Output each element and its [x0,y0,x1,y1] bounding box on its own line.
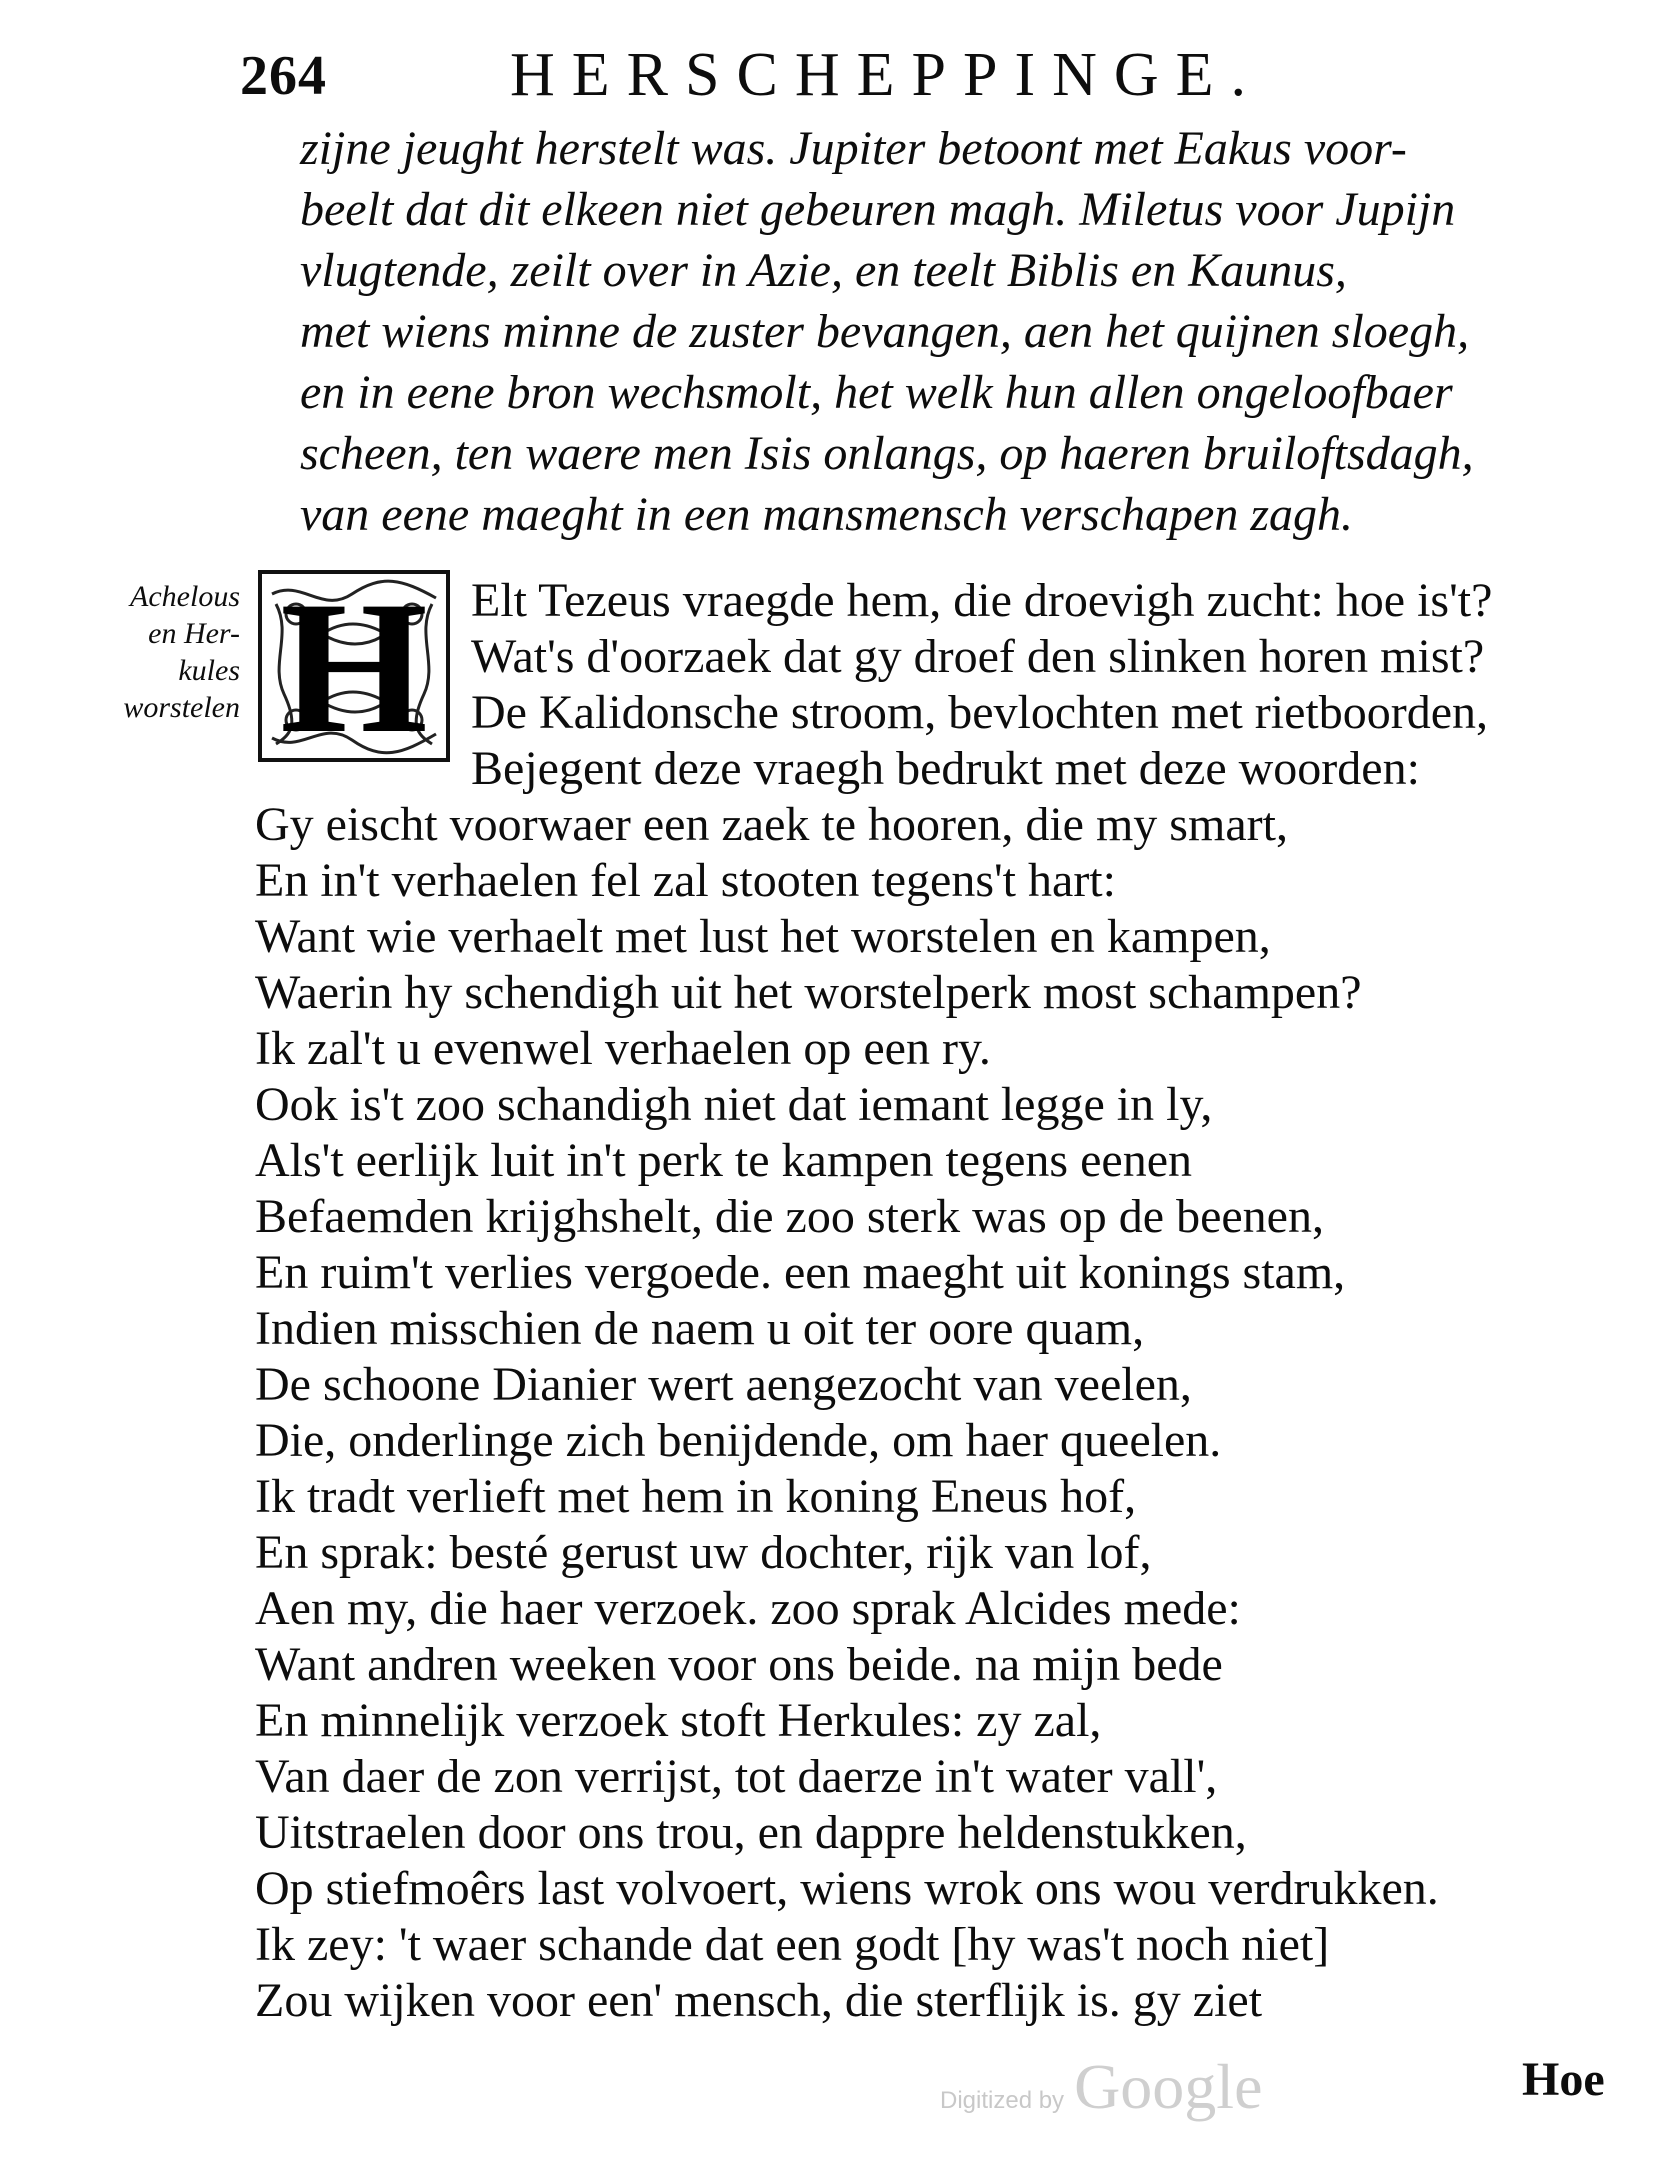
summary-line: en in eene bron wechsmolt, het welk hun allen ongeloofbaer [300,366,1453,419]
verse-line: Op stiefmoêrs last volvoert, wiens wrok ons wou verdrukken. [255,1862,1439,1915]
verse-line: En sprak: besté gerust uw dochter, rijk van lof, [255,1526,1152,1579]
verse-line: Want andren weeken voor ons beide. na mijn bede [255,1638,1223,1691]
verse-line: En in't verhaelen fel zal stooten tegens't hart: [255,854,1116,907]
verse-line: Van daer de zon verrijst, tot daerze in't water vall', [255,1750,1218,1803]
verse-line: Als't eerlijk luit in't perk te kampen tegens eenen [255,1134,1193,1187]
margin-note-line: worstelen [123,691,240,724]
digitization-watermark [940,2050,1262,2124]
verse-line: De schoone Dianier wert aengezocht van veelen, [255,1358,1192,1411]
verse-line: Aen my, die haer verzoek. zoo sprak Alcides mede: [255,1582,1241,1635]
verse-line: En ruim't verlies vergoede. een maeght uit konings stam, [255,1246,1346,1299]
summary-line: van eene maeght in een mansmensch verschapen zagh. [300,488,1354,541]
summary-line: scheen, ten waere men Isis onlangs, op haeren bruiloftsdagh, [300,427,1474,480]
catchword: Hoe [1522,2053,1605,2106]
verse-line: Zou wijken voor een' mensch, die sterflijk is. gy ziet [255,1974,1263,2027]
verse-line: Ook is't zoo schandigh niet dat iemant legge in ly, [255,1078,1213,1131]
summary-line: zijne jeught herstelt was. Jupiter betoont met Eakus voor- [300,122,1407,175]
chapter-summary [300,118,1640,545]
verse-line: Indien misschien de naem u oit ter oore quam, [255,1302,1145,1355]
running-title: HERSCHEPPINGE. [510,41,1264,109]
verse-line: Gy eischt voorwaer een zaek te hooren, die my smart, [255,798,1288,851]
verse-line: En minnelijk verzoek stoft Herkules: zy zal, [255,1694,1102,1747]
verse-line: Uitstraelen door ons trou, en dappre heldenstukken, [255,1806,1247,1859]
summary-line: vlugtende, zeilt over in Azie, en teelt Biblis en Kaunus, [300,244,1347,297]
summary-line: met wiens minne de zuster bevangen, aen het quijnen sloegh, [300,305,1470,358]
initial-letter: H [280,563,428,773]
verse-line: Ik tradt verlieft met hem in koning Eneus hof, [255,1470,1137,1523]
watermark-brand: Google [1074,2051,1263,2122]
margin-note [70,578,240,726]
verse-line: De Kalidonsche stroom, bevlochten met rietboorden, [471,686,1489,739]
verse-line: Befaemden krijghshelt, die zoo sterk was op de beenen, [255,1190,1324,1243]
verse-line: Want wie verhaelt met lust het worstelen en kampen, [255,910,1271,963]
verse-line: Elt Tezeus vraegde hem, die droevigh zucht: hoe is't? [471,574,1493,627]
verse-line: Die, onderlinge zich benijdende, om haer queelen. [255,1414,1222,1467]
verse-body [255,563,1655,2029]
verse-line: Bejegent deze vraegh bedrukt met deze woorden: [471,742,1420,795]
page-number: 264 [240,45,327,107]
verse-line: Wat's d'oorzaek dat gy droef den slinken horen mist? [471,630,1485,683]
verse-line: Ik zey: 't waer schande dat een godt [hy was't noch niet] [255,1918,1330,1971]
margin-note-line: en Her- [148,617,240,650]
summary-line: beelt dat dit elkeen niet gebeuren magh. Miletus voor Jupijn [300,183,1456,236]
margin-note-line: Achelous [130,580,240,613]
verse-line: Waerin hy schendigh uit het worstelperk most schampen? [255,966,1362,1019]
watermark-prefix: Digitized by [940,2087,1065,2114]
verse-line: Ik zal't u evenwel verhaelen op een ry. [255,1022,991,1075]
margin-note-line: kules [178,654,240,687]
